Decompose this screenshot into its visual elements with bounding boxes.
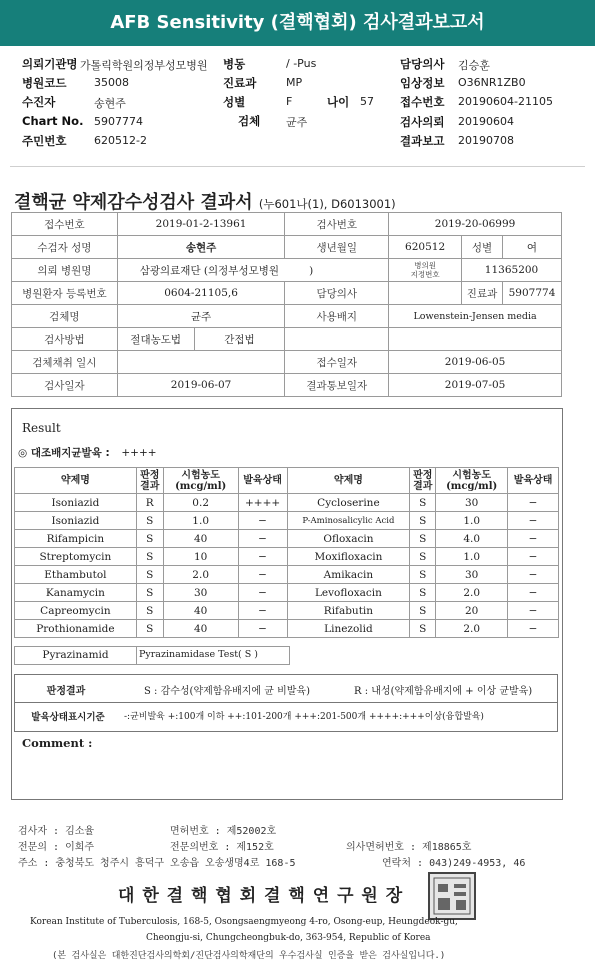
control-value: ++++ (121, 447, 157, 459)
info-key: 사용배지 (285, 305, 389, 328)
result-growth: − (238, 602, 287, 620)
info-key: 결과통보일자 (285, 374, 389, 397)
result-growth: − (508, 530, 559, 548)
sex: F (286, 95, 293, 108)
doctor-label: 담당의사 (400, 57, 445, 71)
legend-growth-key: 발육상태표시기준 (31, 712, 105, 723)
clinical: O36NR1ZB0 (458, 76, 526, 89)
report-label: 결과보고 (400, 134, 445, 148)
result-growth: − (508, 566, 559, 584)
result-drug: Isoniazid (15, 512, 137, 530)
result-judge: S (136, 566, 163, 584)
table-row (15, 530, 559, 548)
result-drug: Rifampicin (15, 530, 137, 548)
id-label: 주민번호 (22, 134, 67, 148)
specialist (18, 838, 94, 853)
result-judge: S (410, 584, 436, 602)
result-conc: 0.2 (163, 494, 238, 512)
info-key: 접수일자 (285, 351, 389, 374)
tel-no: 043)249-4953, 46 (429, 858, 526, 869)
specimen-label: 검체 (238, 114, 261, 128)
result-drug: Ethambutol (15, 566, 137, 584)
header-drug: 약제명 (15, 468, 137, 494)
doctor-license-no: 제18865호 (422, 842, 472, 853)
tel-label: 연락처 : (382, 858, 424, 869)
info-key: 검사번호 (285, 213, 389, 236)
result-drug: Amikacin (287, 566, 410, 584)
result-growth: − (238, 620, 287, 638)
info-key: 수검자 성명 (12, 236, 118, 259)
info-doc (389, 282, 462, 305)
result-judge: S (136, 512, 163, 530)
ward: / -Pus (286, 57, 317, 70)
result-growth: − (508, 620, 559, 638)
result-judge: S (410, 602, 436, 620)
result-conc: 2.0 (163, 566, 238, 584)
license (170, 822, 276, 837)
info-spec: 균주 (117, 305, 285, 328)
tester-label: 검사자 : (18, 826, 60, 837)
doctor: 김승훈 (458, 59, 490, 72)
result-drug: Prothionamide (15, 620, 137, 638)
result-drug: P-Aminosalicylic Acid (287, 512, 410, 530)
order-org: 가톨릭학원의정부성모병원 (80, 59, 208, 72)
result-judge: S (410, 530, 436, 548)
summary-block (22, 56, 582, 152)
doctor-license (346, 838, 471, 853)
table-row (15, 548, 559, 566)
eng-address-2: Cheongju-si, Chungcheongbuk-do, 363-954, Republic of Korea (146, 933, 431, 943)
result-judge: S (136, 530, 163, 548)
info-dept: 5907774 (502, 282, 561, 305)
info-collect (117, 351, 285, 374)
result-conc: 2.0 (436, 620, 508, 638)
result-conc: 30 (436, 566, 508, 584)
doc-title-text: 결핵균 약제감수성검사 결과서 (14, 192, 253, 213)
result-conc: 1.0 (436, 512, 508, 530)
doc-subtitle: (누601나(1), D6013001) (258, 197, 396, 211)
info-empty (285, 328, 389, 351)
tel (382, 854, 525, 869)
info-inst-key (389, 259, 462, 282)
table-row (15, 512, 559, 530)
legend-growth-value: -:균비발육 +:100개 이하 ++:101-200개 +++:201-500개 ++++:+++이상(융합발육) (124, 712, 484, 722)
result-drug: Rifabutin (287, 602, 410, 620)
control-label: ◎ 대조배지균발육 : (18, 447, 110, 459)
result-conc: 1.0 (436, 548, 508, 566)
info-key: 검사일자 (12, 374, 118, 397)
seal-icon (430, 874, 474, 918)
result-conc: 4.0 (436, 530, 508, 548)
table-row (15, 584, 559, 602)
result-drug: Levofloxacin (287, 584, 410, 602)
info-recv: 2019-06-05 (389, 351, 562, 374)
info-medium: Lowenstein-Jensen media (389, 305, 562, 328)
result-judge: S (410, 620, 436, 638)
report: 20190708 (458, 134, 514, 147)
result-judge: S (410, 566, 436, 584)
specialist-label: 전문의 : (18, 842, 60, 853)
info-key: 성별 (462, 236, 503, 259)
result-judge: S (410, 548, 436, 566)
info-key: 의뢰 병원명 (12, 259, 118, 282)
result-rows (15, 494, 559, 638)
chart: 5907774 (94, 115, 143, 128)
legend-judge-key: 판정결과 (46, 686, 86, 697)
info-reg: 0604-21105,6 (117, 282, 285, 305)
table-row (15, 620, 559, 638)
result-growth: − (238, 584, 287, 602)
result-conc: 20 (436, 602, 508, 620)
info-test-date: 2019-06-07 (117, 374, 285, 397)
info-key: 검사방법 (12, 328, 118, 351)
result-judge: S (136, 620, 163, 638)
result-drug: Cycloserine (287, 494, 410, 512)
hospital-code-label: 병원코드 (22, 76, 67, 90)
specimen: 균주 (286, 116, 308, 129)
info-notify: 2019-07-05 (389, 374, 562, 397)
info-key: 검체채취 일시 (12, 351, 118, 374)
result-conc: 1.0 (163, 512, 238, 530)
table-row (15, 566, 559, 584)
patient-label: 수진자 (22, 95, 56, 109)
header-judge: 판정결과 (410, 468, 436, 494)
result-conc: 30 (163, 584, 238, 602)
result-drug: Linezolid (287, 620, 410, 638)
result-judge: S (410, 494, 436, 512)
header-conc: 시험농도(mcg/ml) (163, 468, 238, 494)
result-judge: R (136, 494, 163, 512)
info-inst-no: 11365200 (462, 259, 562, 282)
result-drug: Isoniazid (15, 494, 137, 512)
chart-label: Chart No. (22, 114, 84, 128)
specialist-license-label: 전문의번호 : (170, 842, 231, 853)
table-row (15, 494, 559, 512)
id: 620512-2 (94, 134, 147, 147)
header-conc: 시험농도(mcg/ml) (436, 468, 508, 494)
pza-drug: Pyrazinamid (42, 649, 109, 661)
receipt-label: 접수번호 (400, 95, 445, 109)
specialist-name: 이희주 (65, 842, 95, 853)
info-key: 검체명 (12, 305, 118, 328)
info-key: 생년월일 (285, 236, 389, 259)
result-growth: − (238, 512, 287, 530)
info-table (11, 212, 562, 397)
pza-result: Pyrazinamidase Test( S ) (139, 649, 258, 660)
tester (18, 822, 94, 837)
info-key: 병원환자 등록번호 (12, 282, 118, 305)
doc-title (14, 188, 396, 214)
info-inst-key-1: 병의원 (414, 261, 436, 270)
result-table (14, 467, 559, 638)
ward-label: 병동 (223, 57, 246, 71)
result-growth: − (238, 548, 287, 566)
order-org-label: 의뢰기관명 (22, 57, 78, 71)
header-growth: 발육상태 (238, 468, 287, 494)
result-conc: 40 (163, 620, 238, 638)
req-date: 20190604 (458, 115, 514, 128)
sex-label: 성별 (223, 95, 246, 109)
header-growth: 발육상태 (508, 468, 559, 494)
doctor-license-label: 의사면허번호 : (346, 842, 417, 853)
age-label: 나이 (327, 95, 350, 109)
result-growth: − (508, 602, 559, 620)
info-method-1: 절대농도법 (117, 328, 194, 351)
dept-label: 진료과 (223, 76, 257, 90)
receipt: 20190604-21105 (458, 95, 553, 108)
control-growth (18, 445, 157, 460)
result-growth: − (508, 494, 559, 512)
result-drug: Moxifloxacin (287, 548, 410, 566)
info-empty (389, 328, 562, 351)
tester-name: 김소율 (65, 826, 95, 837)
info-inst-key-2: 지정번호 (410, 270, 440, 279)
result-growth: ++++ (238, 494, 287, 512)
info-sex: 여 (502, 236, 561, 259)
info-hosp-close: ) (309, 264, 314, 277)
result-growth: − (508, 548, 559, 566)
info-method-2: 간접법 (194, 328, 285, 351)
result-heading: Result (22, 421, 61, 435)
patient: 송현주 (94, 97, 126, 110)
info-receipt-no: 2019-01-2-13961 (117, 213, 285, 236)
info-hosp-text: 삼광의료재단 (의정부성모병원 (139, 264, 280, 277)
info-key: 접수번호 (12, 213, 118, 236)
specialist-license-no: 제152호 (236, 842, 274, 853)
hospital-code: 35008 (94, 76, 129, 89)
header-drug: 약제명 (287, 468, 410, 494)
divider (10, 166, 585, 167)
legend-judge-s: S : 감수성(약제함유배지에 균 비발육) (144, 686, 310, 697)
result-judge: S (136, 548, 163, 566)
license-label: 면허번호 : (170, 826, 221, 837)
eng-address-1: Korean Institute of Tuberculosis, 168-5, Osongsaengmyeong 4-ro, Osong-eup, Heungdeok-gu, (30, 917, 458, 927)
dept: MP (286, 76, 303, 89)
license-no: 제52002호 (226, 826, 277, 837)
pza-divider (136, 647, 137, 664)
comment-label: Comment : (22, 736, 93, 750)
pza-row (14, 646, 290, 665)
info-patient: 송현주 (117, 236, 285, 259)
result-growth: − (238, 530, 287, 548)
result-drug: Ofloxacin (287, 530, 410, 548)
org-name: 대 한 결 핵 협 회 결 핵 연 구 원 장 (118, 886, 404, 906)
info-test-no: 2019-20-06999 (389, 213, 562, 236)
report-title: AFB Sensitivity (결핵협회) 검사결과보고서 (0, 0, 595, 46)
result-judge: S (136, 584, 163, 602)
address: 주소 : 충청북도 청주시 흥덕구 오송읍 오송생명4로 168-5 (18, 858, 296, 869)
age: 57 (360, 95, 374, 108)
req-date-label: 검사의뢰 (400, 115, 445, 129)
result-judge: S (410, 512, 436, 530)
result-growth: − (238, 566, 287, 584)
clinical-label: 임상정보 (400, 76, 445, 90)
info-hosp (117, 259, 388, 282)
result-drug: Kanamycin (15, 584, 137, 602)
table-row (15, 602, 559, 620)
result-growth: − (508, 512, 559, 530)
result-conc: 40 (163, 602, 238, 620)
result-growth: − (508, 584, 559, 602)
result-conc: 30 (436, 494, 508, 512)
info-key: 담당의사 (285, 282, 389, 305)
result-judge: S (136, 602, 163, 620)
legend-judge-r: R : 내성(약제함유배지에 + 이상 균발육) (354, 686, 533, 697)
specialist-license (170, 838, 274, 853)
seal-stamp (428, 872, 476, 920)
info-key: 진료과 (462, 282, 503, 305)
result-conc: 2.0 (436, 584, 508, 602)
header-judge: 판정결과 (136, 468, 163, 494)
legend-divider (14, 702, 558, 703)
info-dob: 620512 (389, 236, 462, 259)
result-conc: 40 (163, 530, 238, 548)
result-conc: 10 (163, 548, 238, 566)
result-drug: Streptomycin (15, 548, 137, 566)
cert-note: (본 검사실은 대한진단검사의학회/진단검사의학재단의 우수검사실 인증을 받은 검사실입니다.) (52, 951, 446, 961)
result-drug: Capreomycin (15, 602, 137, 620)
